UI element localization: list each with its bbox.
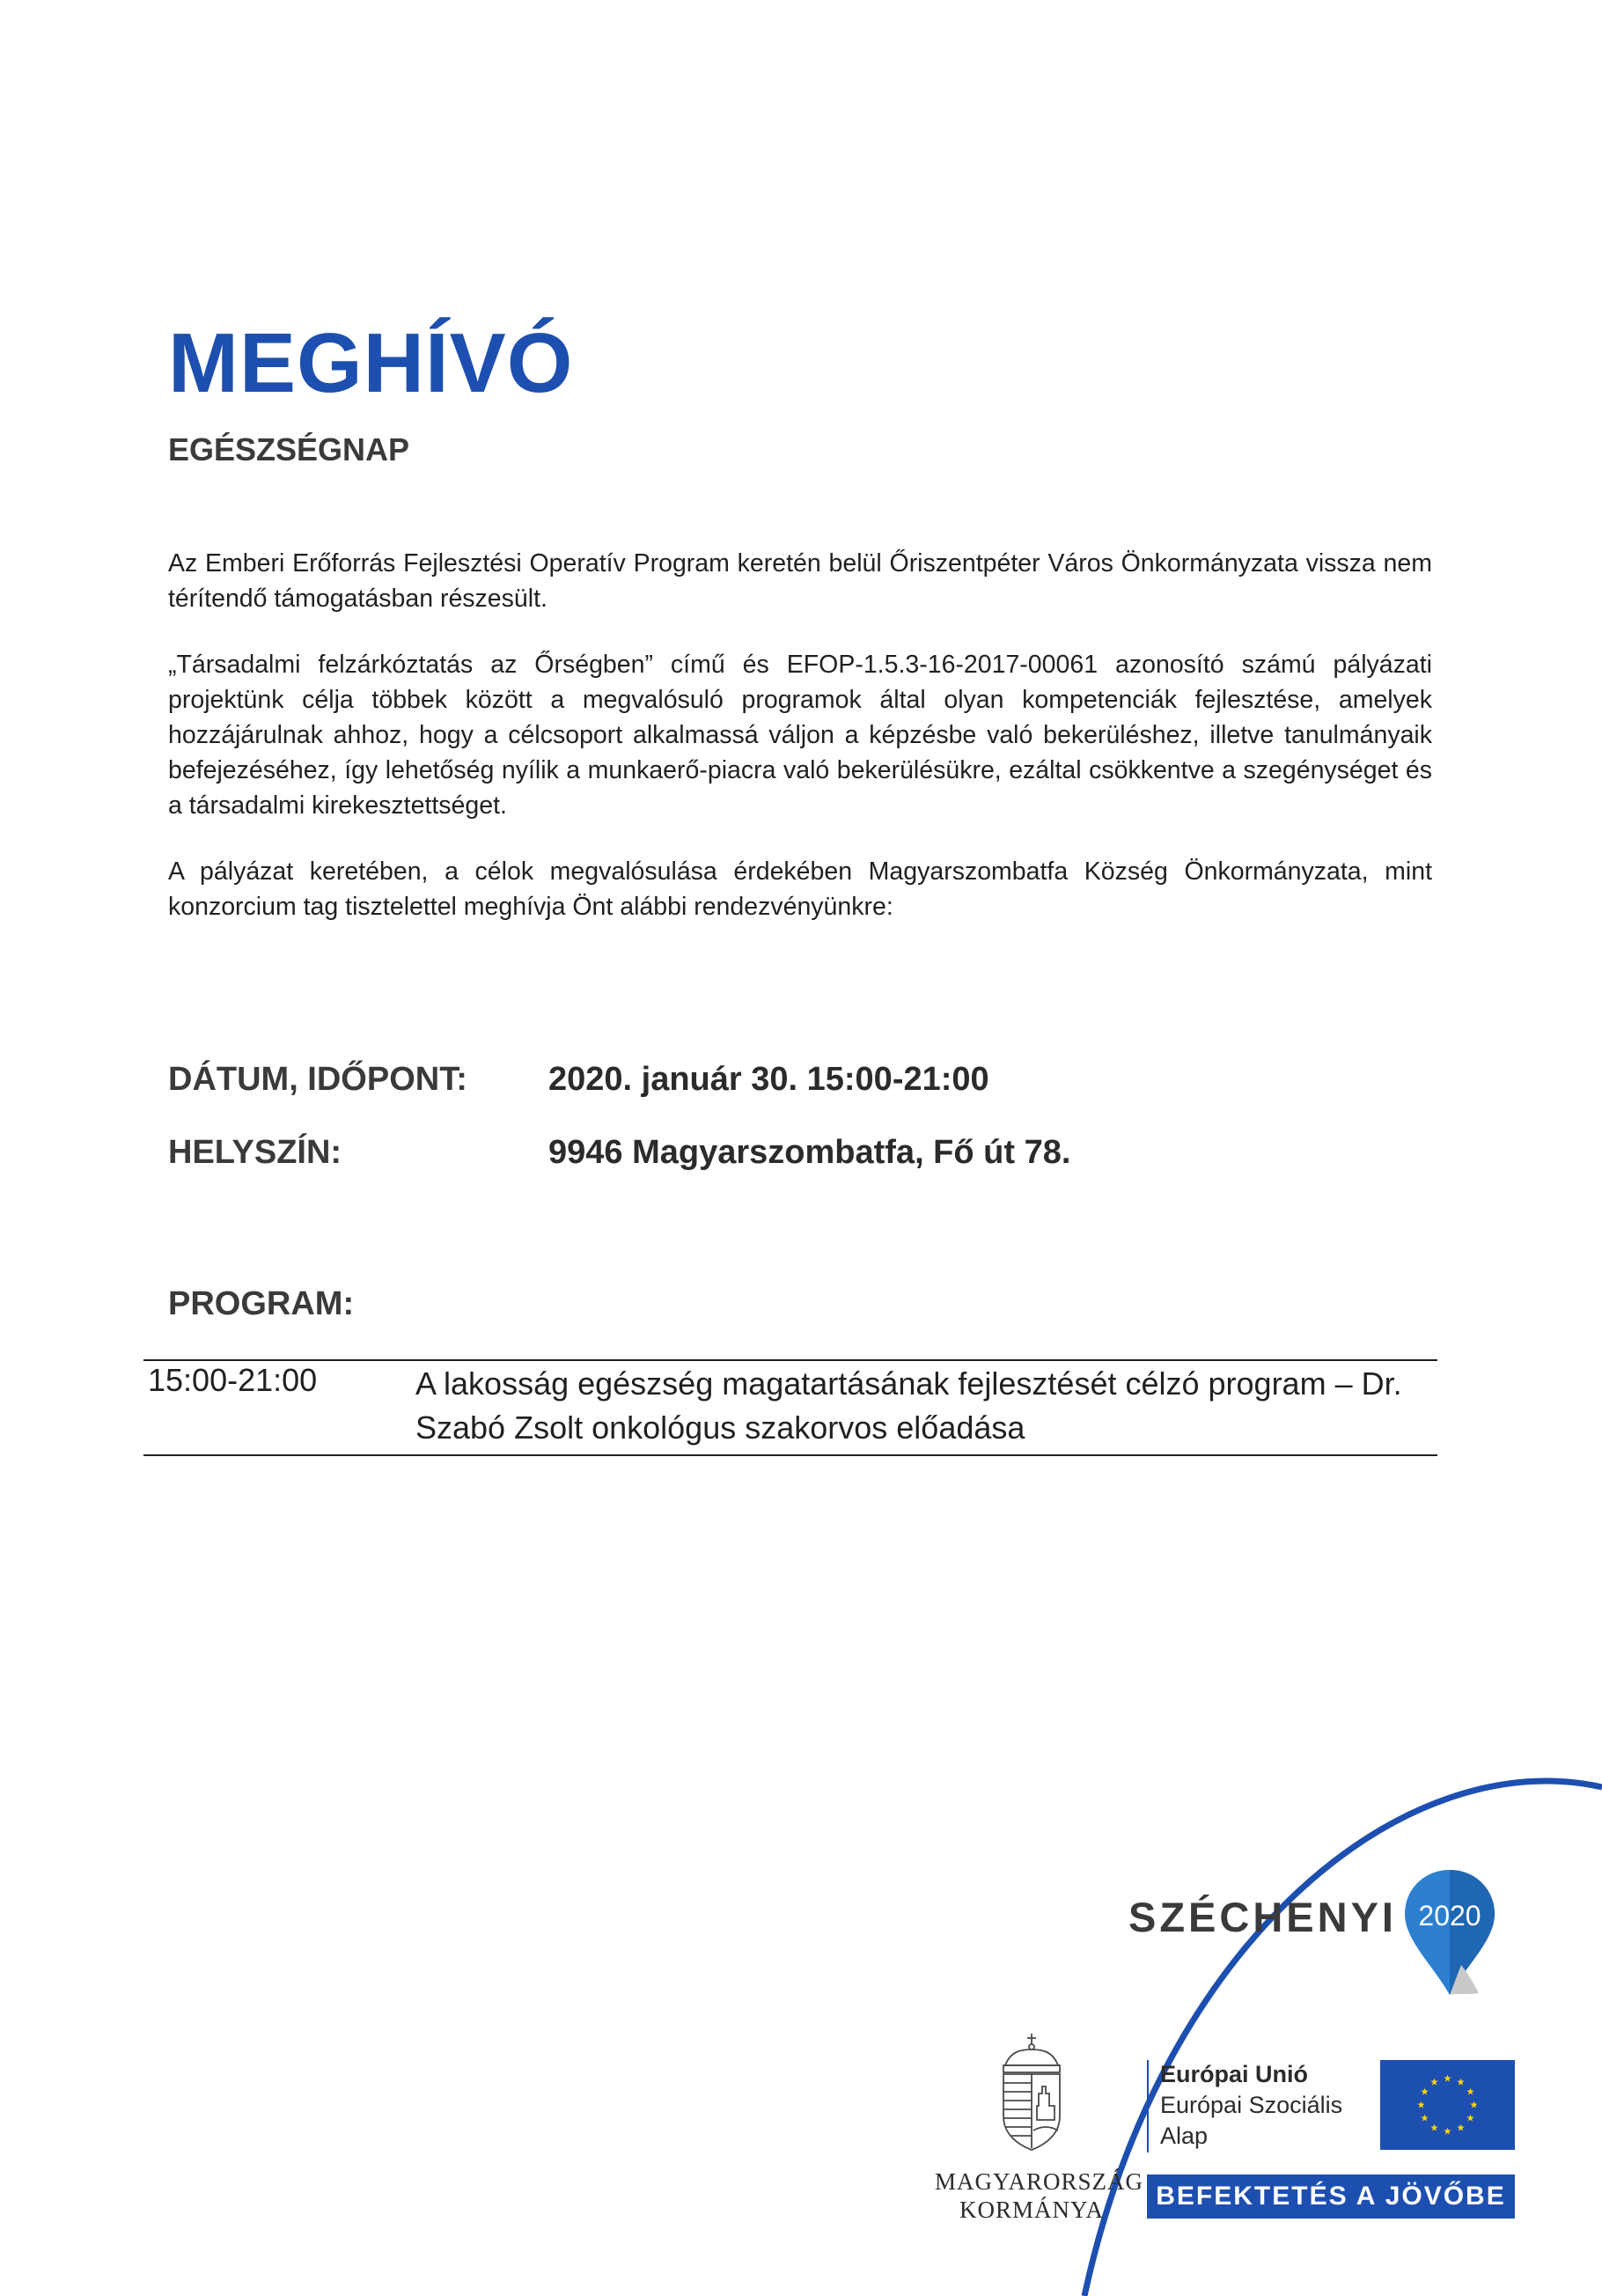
program-time: 15:00-21:00	[148, 1362, 318, 1398]
program-heading: PROGRAM:	[168, 1285, 355, 1322]
eu-slogan-bar: BEFEKTETÉS A JÖVŐBE	[1147, 2175, 1515, 2219]
svg-text:2020: 2020	[1418, 1900, 1481, 1932]
gov-logo-line1: MAGYARORSZÁG	[935, 2168, 1144, 2195]
szechenyi-logo-text: SZÉCHENYI	[1128, 1894, 1397, 1940]
program-description: A lakosság egészség magatartásának fejlesztését célzó program – Dr. Szabó Zsolt onkológus szakorvos előadása	[415, 1365, 1402, 1446]
eu-flag-icon	[1380, 2060, 1515, 2150]
eu-logo-line2: Európai Szociális	[1160, 2092, 1343, 2118]
intro-paragraph: Az Emberi Erőforrás Fejlesztési Operatív Program keretén belül Őriszentpéter Város Önkormányzata vissza nem térítendő támogatásban részesült.	[168, 549, 1432, 613]
eu-logo-title: Európai Unió	[1160, 2061, 1308, 2087]
coat-of-arms-icon	[998, 2032, 1065, 2155]
project-paragraph: „Társadalmi felzárkóztatás az Őrségben” című és EFOP-1.5.3-16-2017-00061 azonosító számú pályázati projektünk célja többek között a megvalósuló programok által olyan kompetenciák fejlesztése, amelyek hozzájárulnak ahhoz, hogy a célcsoport alkalmassá váljon a képzésbe való bekerüléshez, illetve tanulmányaik befejezéséhez, így lehetőség nyílik a munkaerő-piacra való bekerülésükre, ezáltal csökkentve a szegénységet és a társadalmi kirekesztettséget.	[168, 651, 1432, 820]
page-title: MEGHÍVÓ	[168, 316, 574, 410]
szechenyi-pin-icon	[1401, 1866, 1498, 1998]
date-label: DÁTUM, IDŐPONT:	[168, 1061, 467, 1098]
eu-divider	[1147, 2060, 1149, 2152]
place-value: 9946 Magyarszombatfa, Fő út 78.	[548, 1134, 1071, 1171]
invitation-paragraph: A pályázat keretében, a célok megvalósulása érdekében Magyarszombatfa Község Önkormányzata, mint konzorcium tag tisztelettel meghívja Önt alábbi rendezvényünkre:	[168, 857, 1432, 921]
gov-logo-line2: KORMÁNYA	[959, 2197, 1104, 2223]
page-subtitle: EGÉSZSÉGNAP	[168, 431, 410, 467]
date-value: 2020. január 30. 15:00-21:00	[548, 1061, 989, 1098]
program-top-rule	[143, 1359, 1437, 1361]
program-bottom-rule	[143, 1454, 1437, 1456]
place-label: HELYSZÍN:	[168, 1134, 342, 1171]
eu-logo-line3: Alap	[1160, 2123, 1209, 2149]
